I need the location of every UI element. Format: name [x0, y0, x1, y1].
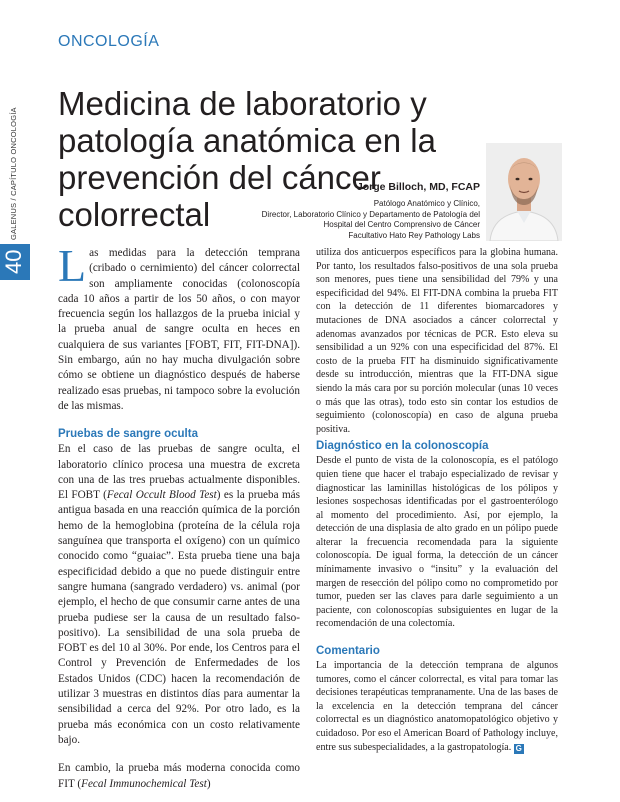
- paragraph-comentario: [316, 659, 558, 754]
- running-footer-text: GALENUS / CAPÍTULO ONCOLOGÍA: [9, 107, 18, 240]
- section-heading-sangre-oculta: Pruebas de sangre oculta: [58, 428, 198, 441]
- author-credential-line: Director, Laboratorio Clínico y Departamento de Patología del: [261, 209, 480, 219]
- section-heading-comentario: Comentario: [316, 645, 380, 658]
- end-of-article-icon: G: [515, 743, 522, 753]
- running-footer: [9, 107, 23, 240]
- text-column-right: [316, 246, 558, 754]
- text-run: En cambio, la prueba más moderna conocida como FIT (: [58, 762, 300, 790]
- page-number: 40: [1, 249, 26, 274]
- intro-text: as medidas para la detección temprana (cribado o cernimiento) del cáncer colorrectal son ampliamente conocidas (colonoscopía cada 10 años a partir de los 50 años, o con mayor frecuencia según los hallazgos de la prueba inicial y la prueba anual de sangre oculta en heces en cualquiera de sus variantes [FOBT, FIT, FIT-DNA]). Sin embargo, aún no hay mucha divulgación sobre cómo se obtiene un diagnóstico después de haberse realizado esas pruebas, ni tampoco sobre la evolución de las mismas.: [58, 247, 300, 412]
- intro-paragraph: [58, 240, 300, 414]
- paragraph-fit: [58, 761, 300, 792]
- text-run: En el caso de las pruebas de sangre oculta, el laboratorio clínico procesa una muestra de excreta con una de las tres pruebas actualmente disponibles. El FOBT (: [58, 443, 300, 502]
- paragraph-colonoscopia: Desde el punto de vista de la colonoscopía, es el patólogo quien tiene que hacer el trabajo especializado de revisar y diagnosticar las laminillas histológicas de los pólipos y lesiones sospechosas identificadas por el gastroenterólogo al momento del procedimiento. Así, por ejemplo, la detección de una displasia de alto grado en un pólipo puede alterar la frecuencia recomendada para la siguiente colonoscopía. De igual forma, la detección de un cáncer mínimamente invasivo o “insitu” y la evaluación del margen de resección del pólipo como no comprometido por tumor, pueden ser las claves para darle seguimiento a un paciente, con colonoscopías subsiguientes en lugar de la recomendación de una colectomía.: [316, 455, 558, 630]
- author-photo: [486, 143, 562, 241]
- text-run: ) es la prueba más antigua basada en una reacción química de la porción hemo de la hemoglobina (proteína de la célula roja sanguínea que transporta el oxígeno) con un químico conocido como “guaiac”. Esta prueba tiene una baja especificidad debido a que no puede distinguir entre sangre humana (sangrado verdadero) vs. animal (por ejemplo, el hecho de que consumir carne antes de una prueba pudiese ser la causa de un resultado falso-positivo). La sensibilidad de una sola prueba de FOBT es del 10 al 30%. Por ende, los Centros para el Control y Prevención de Enfermedades de los Estados Unidos (CDC) hacen la recomendación de utilizar 3 muestras en distintos días para aumentar la sensibilidad a cerca del 92%. Por otro lado, es la prueba más económica con un costo relativamente bajo.: [58, 489, 300, 746]
- sidebar: [0, 0, 30, 802]
- text-run: ): [206, 777, 211, 790]
- author-credentials: [230, 199, 480, 241]
- paragraph-fit-continued: utiliza dos anticuerpos específicos para la globina humana. Por tanto, los resultados falso-positivos de una sola prueba son menores, pues tiene una sensibilidad del 79% y una especificidad del 94%. El FIT-DNA combina la prueba FIT con la detección de 11 diferentes biomarcadores y mutaciones de DNA asociados a cáncer colorrectal y adenomas avanzados por técnicas de PCR. Esto eleva su sensibilidad a un 92% con una especificidad del 87%. El costo de la prueba FIT ha disminuido significativamente desde su introducción, mientras que la FIT-DNA sigue siendo la más cara por su porción molecular (unas 10 veces o más que las otras), todo esto sin contar los estudios de seguimiento (colonoscopía) en caso de alguna prueba positiva.: [316, 247, 558, 435]
- text-column-left: [58, 240, 300, 792]
- article-title: Medicina de laboratorio y patología anatómica en la prevención del cáncer colorrectal: [58, 85, 436, 233]
- text-run: La importancia de la detección temprana de algunos tumores, como el cáncer colorrectal, es vital para tomar las decisiones terapéuticas tempranamente. Una de las bases de la excelencia en la detección temprana del cáncer colorrectal es un diagnóstico anatomopatológico objetivo y cuidadoso. Por eso el American Board of Pathology incluye, entre sus subespecialidades, a la gastropatología.: [316, 660, 558, 753]
- author-name: Jorge Billoch, MD, FCAP: [356, 181, 480, 193]
- author-credential-line: Patólogo Anatómico y Clínico,: [373, 199, 480, 208]
- paragraph-fobt: [58, 442, 300, 748]
- italic-term: Fecal Immunochemical Test: [81, 777, 207, 790]
- italic-term: Fecal Occult Blood Test: [106, 489, 217, 502]
- author-credential-line: Facultativo Hato Rey Pathology Labs: [348, 230, 480, 240]
- section-heading-colonoscopia: Diagnóstico en la colonoscopía: [316, 440, 489, 453]
- author-credential-line: Hospital del Centro Comprensivo de Cáncer: [323, 220, 480, 229]
- drop-cap: L: [58, 240, 87, 291]
- author-portrait-image: [486, 143, 562, 241]
- section-label: ONCOLOGÍA: [58, 33, 160, 50]
- page-number-box: [0, 244, 30, 280]
